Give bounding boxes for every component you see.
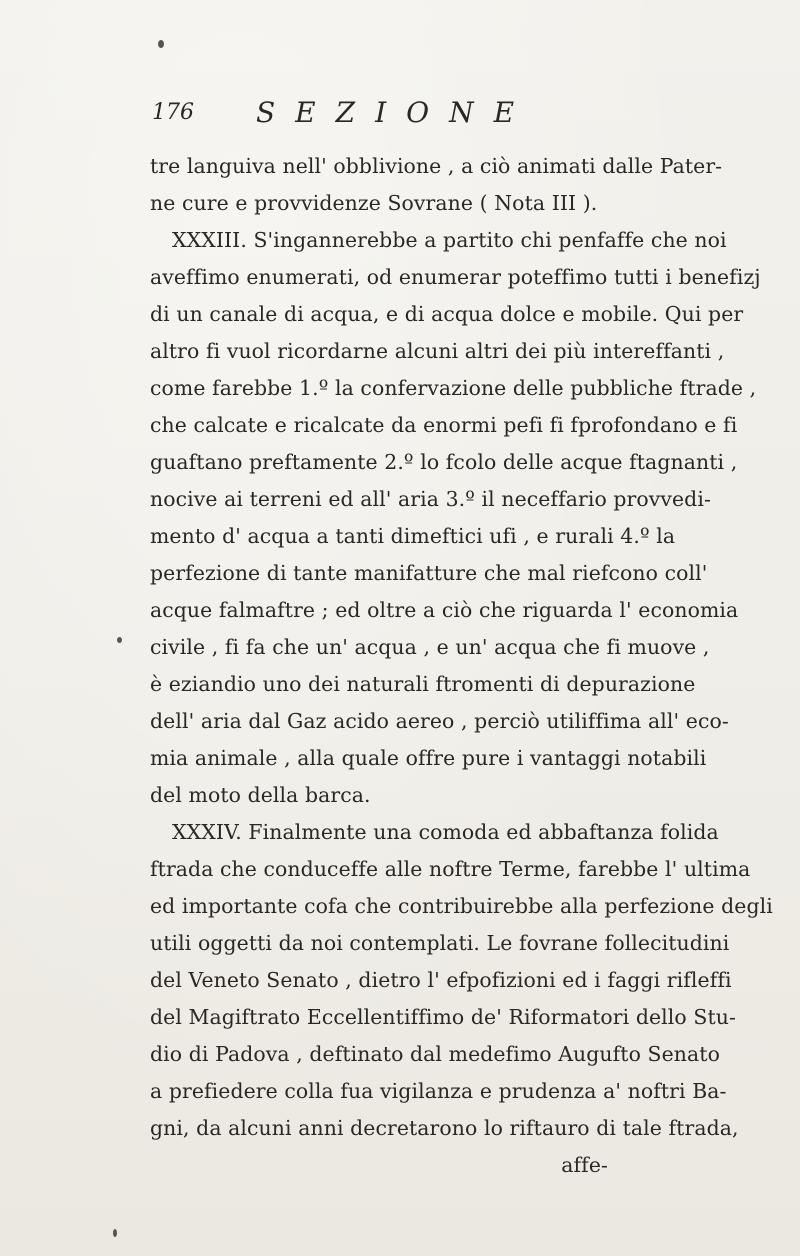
text-line: che calcate e ricalcate da enormi pefi fi fprofondano e fi	[150, 413, 738, 437]
text-line: è eziandio uno dei naturali ftromenti di depurazione	[150, 672, 696, 696]
body-text	[150, 148, 773, 1184]
text-line: aveffimo enumerati, od enumerar poteffimo tutti i benefizj	[150, 265, 761, 289]
text-line: civile , fi fa che un' acqua , e un' acqua che fi muove ,	[150, 635, 710, 659]
text-line: ftrada che conduceffe alle noftre Terme, farebbe l' ultima	[150, 857, 751, 881]
text-line: ed importante cofa che contribuirebbe alla perfezione degli	[150, 894, 773, 918]
catchword: affe-	[561, 1153, 608, 1177]
text-line: XXXIV. Finalmente una comoda ed abbaftanza folida	[172, 820, 719, 844]
text-line: acque falmaftre ; ed oltre a ciò che riguarda l' economia	[150, 598, 739, 622]
text-line: guaftano preftamente 2.º lo fcolo delle acque ftagnanti ,	[150, 450, 738, 474]
text-line: mento d' acqua a tanti dimeftici ufi , e rurali 4.º la	[150, 524, 676, 548]
text-line: gni, da alcuni anni decretarono lo riftauro di tale ftrada,	[150, 1116, 739, 1140]
text-line: di un canale di acqua, e di acqua dolce e mobile. Qui per	[150, 302, 744, 326]
ink-speck	[113, 1229, 117, 1237]
text-line: del moto della barca.	[150, 783, 371, 807]
text-line: a prefiedere colla fua vigilanza e prudenza a' noftri Ba-	[150, 1079, 727, 1103]
ink-speck	[158, 40, 164, 48]
text-line: XXXIII. S'ingannerebbe a partito chi penfaffe che noi	[172, 228, 727, 252]
page-header	[152, 96, 622, 136]
text-line: del Veneto Senato , dietro l' efpofizioni ed i faggi rifleffi	[150, 968, 732, 992]
text-line: dell' aria dal Gaz acido aereo , perciò utiliffima all' eco-	[150, 709, 729, 733]
ink-speck	[117, 637, 122, 643]
running-head: SEZIONE	[256, 96, 535, 129]
text-line: dio di Padova , deftinato dal medefimo Augufto Senato	[150, 1042, 720, 1066]
text-line: utili oggetti da noi contemplati. Le fovrane follecitudini	[150, 931, 730, 955]
text-line: mia animale , alla quale offre pure i vantaggi notabili	[150, 746, 707, 770]
text-line: perfezione di tante manifatture che mal riefcono coll'	[150, 561, 708, 585]
text-line: come farebbe 1.º la confervazione delle pubbliche ftrade ,	[150, 376, 757, 400]
text-line: nocive ai terreni ed all' aria 3.º il neceffario provvedi-	[150, 487, 711, 511]
text-line: ne cure e provvidenze Sovrane ( Nota III ).	[150, 191, 598, 215]
text-line: altro fi vuol ricordarne alcuni altri dei più intereffanti ,	[150, 339, 725, 363]
text-line: del Magiftrato Eccellentiffimo de' Riformatori dello Stu-	[150, 1005, 736, 1029]
text-line: tre languiva nell' obblivione , a ciò animati dalle Pater-	[150, 154, 723, 178]
page-number: 176	[152, 100, 194, 125]
